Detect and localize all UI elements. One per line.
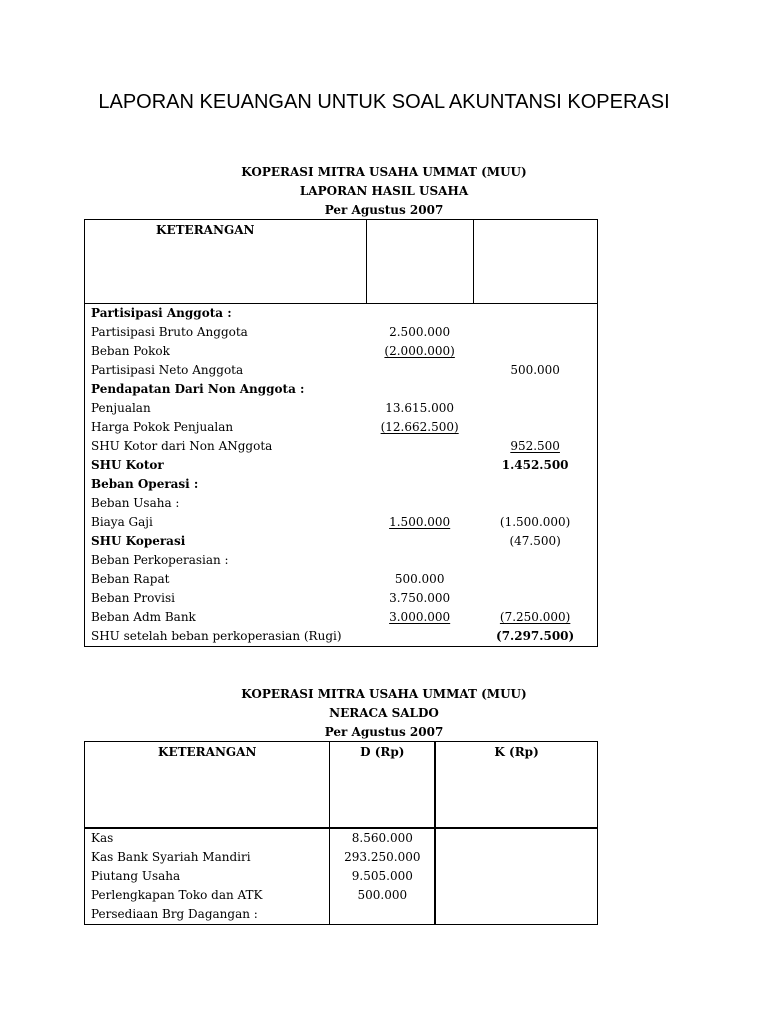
report1-period: Per Agustus 2007 [324, 203, 444, 217]
row-value-2 [473, 399, 597, 418]
header-debit: D (Rp) [330, 742, 435, 829]
report2-title: NERACA SALDO [329, 706, 439, 720]
row-label: Beban Operasi : [91, 477, 199, 491]
row-label: Harga Pokok Penjualan [91, 420, 234, 434]
row-value-1 [366, 380, 473, 399]
table-row [85, 532, 598, 551]
row-value-1: 1.500.000 [389, 515, 451, 529]
table-row [85, 456, 598, 475]
row-value-2 [473, 418, 597, 437]
table-row [85, 828, 598, 848]
income-statement-header-row [85, 220, 598, 304]
row-label: Biaya Gaji [91, 515, 153, 529]
report1-header [84, 163, 684, 220]
row-debit: 293.250.000 [330, 848, 435, 867]
row-label: Persediaan Brg Dagangan : [85, 905, 330, 925]
page-title: LAPORAN KEUANGAN UNTUK SOAL AKUNTANSI KOPERASI [98, 91, 670, 113]
table-row [85, 570, 598, 589]
row-value-2 [473, 475, 597, 494]
header-col1 [366, 220, 473, 304]
table-row [85, 323, 598, 342]
report1-org: KOPERASI MITRA USAHA UMMAT (MUU) [241, 165, 527, 179]
row-label: Beban Pokok [91, 344, 170, 358]
table-row [85, 475, 598, 494]
row-value-1: 3.000.000 [389, 610, 451, 624]
row-value-2 [473, 342, 597, 361]
table-row [85, 886, 598, 905]
row-value-2: (47.500) [509, 534, 561, 548]
header-col2 [473, 220, 597, 304]
row-label: Beban Perkoperasian : [91, 553, 229, 567]
row-value-2 [473, 589, 597, 608]
row-value-1 [366, 304, 473, 324]
table-row [85, 905, 598, 925]
row-value-1: 500.000 [394, 572, 445, 586]
row-value-2 [473, 570, 597, 589]
row-label: Kas Bank Syariah Mandiri [85, 848, 330, 867]
row-value-2: 500.000 [510, 363, 560, 377]
table-row [85, 608, 598, 627]
row-value-2: 952.500 [510, 439, 560, 453]
header-keterangan: KETERANGAN [85, 742, 330, 829]
table-row [85, 418, 598, 437]
income-statement-table [84, 219, 598, 647]
row-value-2: (7.297.500) [473, 627, 597, 647]
trial-balance-header-row [85, 742, 598, 829]
table-row [85, 380, 598, 399]
row-credit [435, 905, 597, 925]
row-label: Beban Adm Bank [91, 610, 196, 624]
row-debit [330, 905, 435, 925]
row-label: SHU Kotor [91, 458, 164, 472]
report2-period: Per Agustus 2007 [324, 725, 444, 739]
row-value-1: (12.662.500) [380, 420, 459, 434]
table-row [85, 437, 598, 456]
row-debit: 8.560.000 [330, 828, 435, 848]
row-value-1: (2.000.000) [384, 344, 455, 358]
row-value-2 [473, 494, 597, 513]
row-value-2 [473, 380, 597, 399]
row-value-1: 13.615.000 [385, 401, 454, 415]
row-label: SHU Koperasi [91, 534, 186, 548]
row-credit [435, 867, 597, 886]
table-row [85, 513, 598, 532]
report1-title: LAPORAN HASIL USAHA [299, 184, 469, 198]
table-row [85, 551, 598, 570]
table-row [85, 342, 598, 361]
row-label: Beban Usaha : [91, 496, 180, 510]
row-value-1 [366, 532, 473, 551]
table-row [85, 399, 598, 418]
trial-balance-table [84, 741, 598, 925]
row-label: Partisipasi Bruto Anggota [91, 325, 248, 339]
row-value-2: (7.250.000) [499, 610, 571, 624]
row-label: Perlengkapan Toko dan ATK [85, 886, 330, 905]
row-label: SHU setelah beban perkoperasian (Rugi) [85, 627, 367, 647]
row-value-1: 2.500.000 [389, 325, 451, 339]
row-label: Partisipasi Anggota : [91, 306, 232, 320]
row-credit [435, 848, 597, 867]
row-label: Partisipasi Neto Anggota [91, 363, 244, 377]
table-row [85, 494, 598, 513]
table-row [85, 589, 598, 608]
row-debit: 9.505.000 [330, 867, 435, 886]
row-credit [435, 886, 597, 905]
row-label: SHU Kotor dari Non ANggota [91, 439, 273, 453]
row-value-2 [473, 323, 597, 342]
table-row [85, 867, 598, 886]
report2-org: KOPERASI MITRA USAHA UMMAT (MUU) [241, 687, 527, 701]
row-label: Penjualan [91, 401, 151, 415]
row-value-2: (1.500.000) [499, 515, 571, 529]
row-value-2: 1.452.500 [501, 458, 569, 472]
row-value-1 [366, 551, 473, 570]
row-value-2 [473, 551, 597, 570]
header-credit: K (Rp) [435, 742, 597, 829]
report2-header [84, 685, 684, 742]
row-label: Pendapatan Dari Non Anggota : [91, 382, 305, 396]
row-value-1 [366, 627, 473, 647]
row-value-1 [366, 475, 473, 494]
row-value-1 [366, 361, 473, 380]
row-value-1 [366, 456, 473, 475]
table-row [85, 848, 598, 867]
row-value-2 [473, 304, 597, 324]
row-label: Piutang Usaha [85, 867, 330, 886]
table-row [85, 304, 598, 324]
row-debit: 500.000 [330, 886, 435, 905]
row-label: Beban Rapat [91, 572, 170, 586]
table-row [85, 627, 598, 647]
row-value-1: 3.750.000 [389, 591, 451, 605]
header-keterangan: KETERANGAN [85, 220, 367, 304]
table-row [85, 361, 598, 380]
row-value-1 [366, 437, 473, 456]
row-credit [435, 828, 597, 848]
row-label: Kas [85, 828, 330, 848]
row-label: Beban Provisi [91, 591, 175, 605]
row-value-1 [366, 494, 473, 513]
